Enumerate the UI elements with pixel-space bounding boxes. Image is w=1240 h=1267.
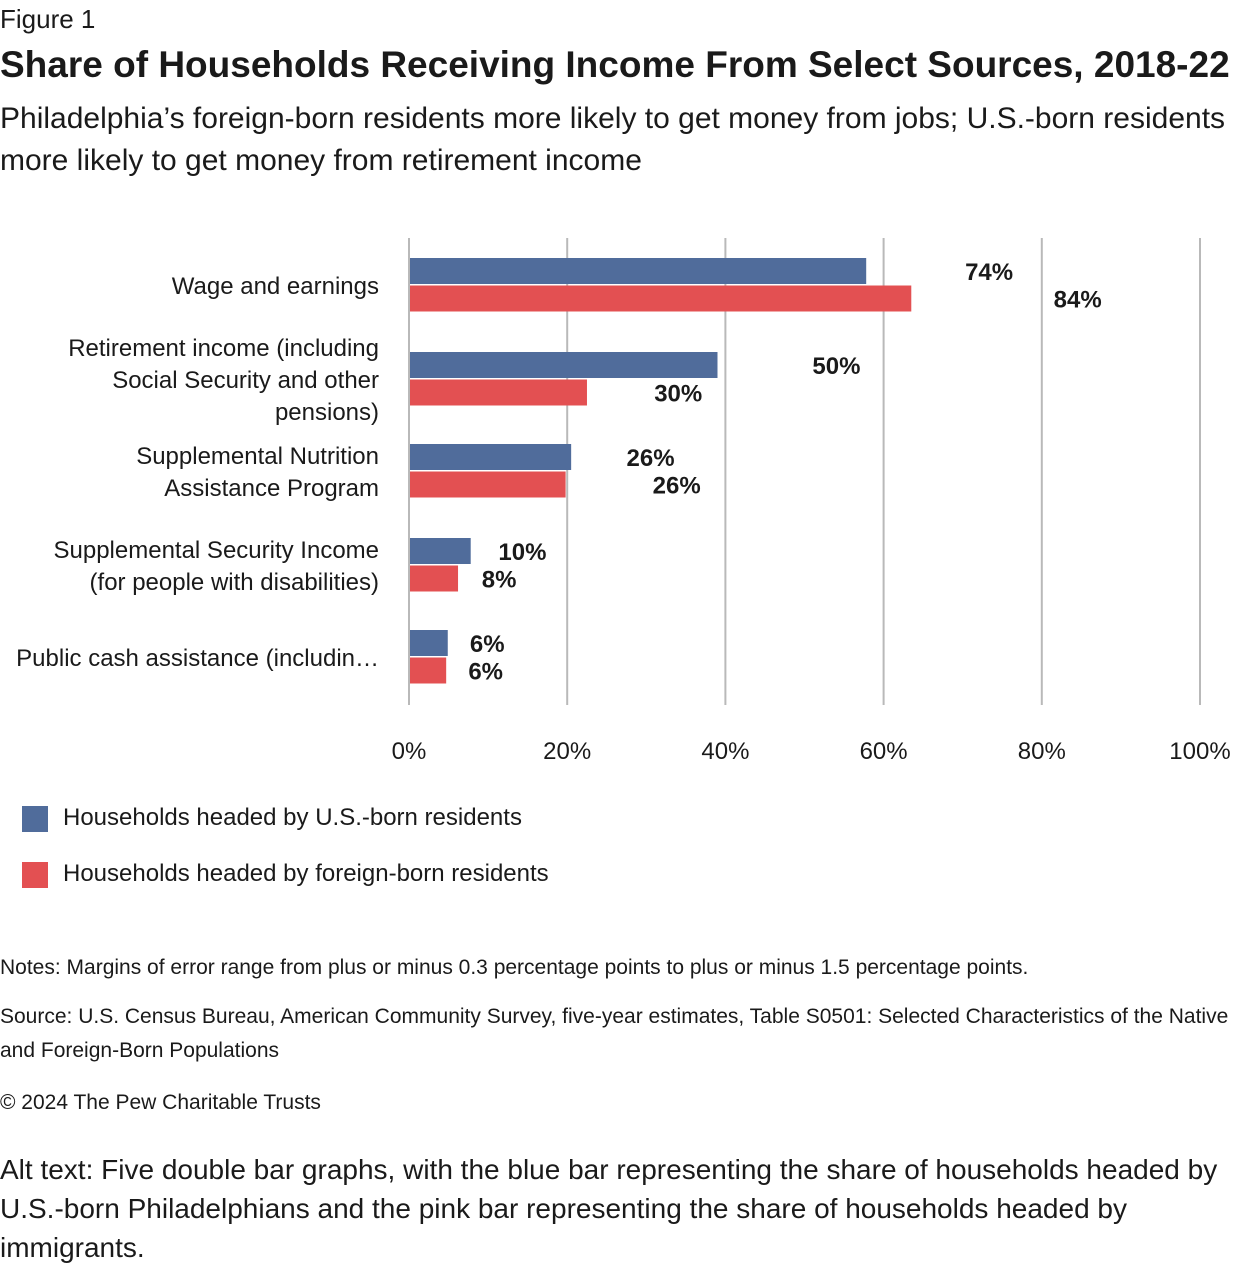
alt-text: Alt text: Five double bar graphs, with the blue bar representing the share of households headed by U.S.-born Philadelphians and the pink bar representing the share of households headed by immigrants. [0, 1154, 1218, 1263]
category-label: Public cash assistance (includin… [16, 644, 379, 672]
bar-us-born [409, 444, 571, 470]
notes: Notes: Margins of error range from plus or minus 0.3 percentage points to plus or minus 1.5 percentage points. [0, 956, 1029, 979]
bar-foreign-born [409, 472, 566, 498]
bar-us-born [409, 538, 471, 564]
category-label: Supplemental Security Income [53, 536, 379, 564]
data-label-foreign-born: 8% [481, 566, 517, 594]
category-label: Supplemental Nutrition [136, 442, 379, 470]
bar-us-born [409, 630, 448, 656]
bar-chart [0, 230, 1240, 770]
x-tick-label: 0% [391, 738, 427, 765]
legend-swatch-foreign-born [22, 862, 48, 888]
copyright: © 2024 The Pew Charitable Trusts [0, 1091, 321, 1114]
legend-swatch-us-born [22, 806, 48, 832]
category-label: pensions) [274, 398, 379, 426]
bar-foreign-born [409, 566, 458, 592]
category-label: Social Security and other [112, 366, 379, 394]
chart-title: Share of Households Receiving Income From Select Sources, 2018-22 [0, 44, 1230, 85]
category-label: Assistance Program [164, 474, 379, 502]
bar-us-born [409, 352, 717, 378]
x-tick-label: 40% [701, 738, 750, 765]
x-tick-label: 20% [543, 738, 592, 765]
category-label: (for people with disabilities) [89, 568, 379, 596]
chart-subtitle: Philadelphia’s foreign-born residents more likely to get money from jobs; U.S.-born residents more likely to get money from retirement income [0, 102, 1226, 177]
data-label-us-born: 10% [498, 539, 547, 566]
source: Source: U.S. Census Bureau, American Community Survey, five-year estimates, Table S0501: Selected Characteristics of the Native and Foreign-Born Populations [0, 1005, 1229, 1062]
category-label: Retirement income (including [68, 334, 379, 362]
legend-label-foreign-born: Households headed by foreign-born residents [63, 860, 549, 887]
bar-foreign-born [409, 658, 446, 684]
figure-label: Figure 1 [0, 4, 96, 34]
x-tick-label: 80% [1017, 738, 1066, 765]
data-label-us-born: 50% [812, 353, 861, 380]
bar-foreign-born [409, 380, 587, 406]
data-label-foreign-born: 26% [652, 472, 701, 500]
category-label: Wage and earnings [171, 272, 379, 300]
bar-us-born [409, 258, 866, 284]
data-label-foreign-born: 6% [468, 658, 504, 686]
bar-foreign-born [409, 286, 911, 312]
data-label-foreign-born: 30% [654, 380, 703, 408]
x-tick-label: 100% [1169, 738, 1231, 765]
data-label-us-born: 74% [965, 259, 1014, 286]
legend-label-us-born: Households headed by U.S.-born residents [63, 804, 522, 831]
data-label-us-born: 26% [626, 445, 675, 472]
data-label-us-born: 6% [469, 631, 505, 658]
x-tick-label: 60% [859, 738, 908, 765]
data-label-foreign-born: 84% [1053, 286, 1102, 314]
